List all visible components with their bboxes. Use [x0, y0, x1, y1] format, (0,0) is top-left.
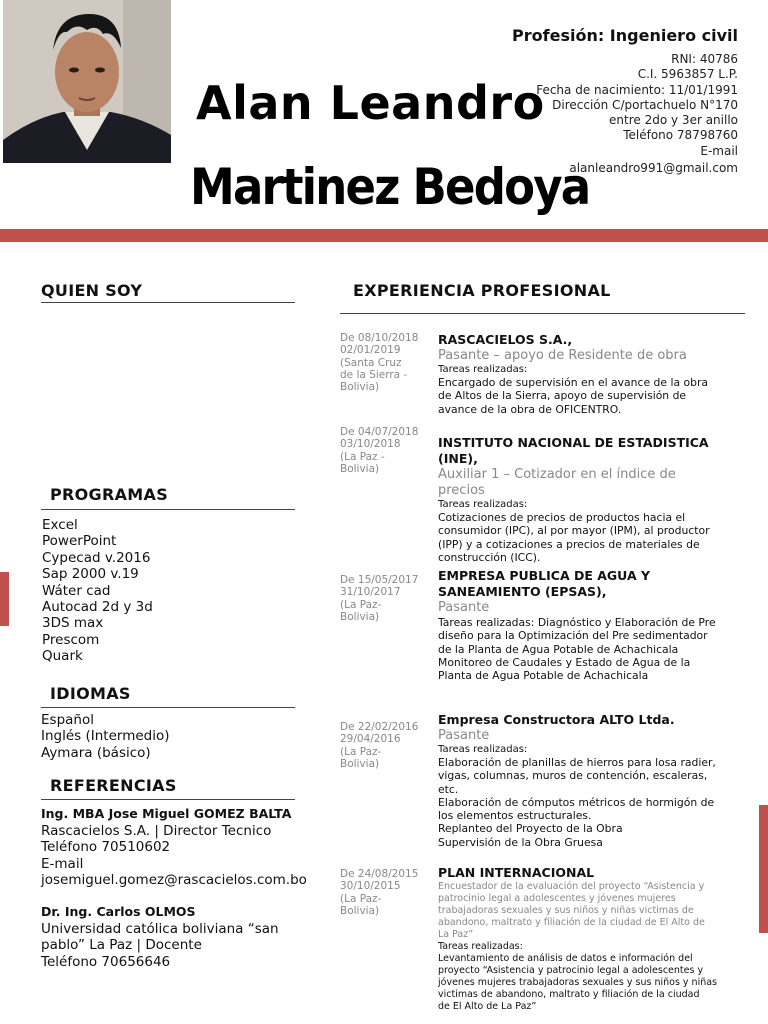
- task-line: Elaboración de cómputos métricos de hormigón de: [438, 795, 715, 809]
- task-line: Levantamiento de análisis de datos e información del: [438, 953, 693, 964]
- task-line: proyecto “Asistencia y patrocinio legal a adolescentes y: [438, 965, 704, 976]
- experience-date: [340, 332, 430, 393]
- contact-ci: C.I. 5963857 L.P.: [637, 67, 738, 82]
- date-line: (La Paz-: [340, 598, 382, 611]
- date-line: 31/10/2017: [340, 586, 401, 599]
- task-line: diseño para la Optimización del Pre sedimentador: [438, 629, 708, 643]
- experience-role: Pasante – apoyo de Residente de obra: [438, 348, 687, 363]
- experience-tasks: [438, 511, 738, 564]
- date-line: Bolivia): [340, 757, 380, 770]
- program-item: PowerPoint: [42, 533, 117, 550]
- last-name: Martinez Bedoya: [190, 158, 590, 216]
- program-item: Sap 2000 v.19: [42, 566, 139, 583]
- reference-name: Dr. Ing. Carlos OLMOS: [41, 904, 196, 919]
- left-accent-mark: [0, 572, 9, 626]
- experience-tasks: [438, 953, 738, 1013]
- task-line: etc.: [438, 782, 459, 796]
- date-line: Bolivia): [340, 381, 380, 394]
- experience-company: [438, 568, 738, 600]
- task-line: jóvenes mujeres trabajadoras sexuales y sus niños y niñas: [438, 977, 718, 988]
- experience-role: Pasante: [438, 728, 490, 743]
- task-line: Cotizaciones de precios de productos hacia el: [438, 511, 686, 524]
- date-line: De 04/07/2018: [340, 426, 419, 438]
- task-line: Encargado de supervisión en el avance de la obra: [438, 376, 709, 389]
- task-line: avance de la obra de OFICENTRO.: [438, 402, 622, 416]
- about-divider: [41, 302, 295, 303]
- task-line: Monitoreo de Caudales y Estado de Agua de la: [438, 655, 691, 669]
- languages-title: IDIOMAS: [50, 684, 131, 703]
- reference-2: [41, 904, 279, 970]
- date-line: 02/01/2019: [340, 344, 401, 357]
- task-line: Replanteo del Proyecto de la Obra: [438, 822, 623, 836]
- contact-rni: RNI: 40786: [671, 52, 738, 66]
- reference-email[interactable]: josemiguel.gomez@rascacielos.com.bo: [41, 872, 307, 888]
- date-line: De 15/05/2017: [340, 574, 419, 586]
- task-line: construcción (ICC).: [438, 550, 541, 564]
- programs-divider: [41, 509, 295, 510]
- tasks-label: Tareas realizadas:: [438, 364, 528, 375]
- about-title: QUIEN SOY: [41, 281, 143, 300]
- program-item: 3DS max: [42, 615, 104, 632]
- reference-institution: Universidad católica boliviana “san: [41, 920, 279, 937]
- task-line: Elaboración de planillas de hierros para losa radier,: [438, 756, 716, 769]
- contact-email-label: E-mail: [700, 143, 738, 158]
- experience-role: [438, 467, 738, 499]
- experience-date: [340, 426, 430, 475]
- experience-company: RASCACIELOS S.A.,: [438, 332, 573, 347]
- experience-divider: [340, 313, 745, 314]
- experience-tasks: [438, 616, 738, 682]
- task-line: los elementos estructurales.: [438, 809, 592, 823]
- date-line: De 08/10/2018: [340, 332, 419, 344]
- date-line: de la Sierra -: [340, 368, 408, 381]
- experience-role: [438, 881, 738, 941]
- task-line: Supervisión de la Obra Gruesa: [438, 835, 603, 849]
- first-name: Alan Leandro: [196, 76, 545, 130]
- reference-1: [41, 806, 307, 889]
- reference-institution-2: pablo” La Paz | Docente: [41, 937, 202, 953]
- contact-address-2: entre 2do y 3er anillo: [609, 113, 738, 128]
- tasks-label: Tareas realizadas:: [438, 744, 528, 755]
- experience-company: PLAN INTERNACIONAL: [438, 865, 595, 880]
- date-line: (La Paz -: [340, 450, 385, 463]
- date-line: Bolivia): [340, 610, 380, 623]
- programs-list: [42, 517, 153, 665]
- date-line: (La Paz-: [340, 892, 382, 905]
- date-line: (Santa Cruz: [340, 356, 402, 369]
- role-line: trabajadoras sexuales y sus niños y niñas victimas de: [438, 905, 694, 916]
- experience-tasks: [438, 756, 738, 849]
- date-line: Bolivia): [340, 904, 380, 917]
- contact-birthdate: Fecha de nacimiento: 11/01/1991: [536, 82, 738, 97]
- programs-title: PROGRAMAS: [50, 485, 169, 504]
- task-line: Tareas realizadas: Diagnóstico y Elaboración de Pre: [438, 616, 716, 629]
- role-line: La Paz”: [438, 929, 474, 940]
- task-line: vigas, columnas, muros de contención, escaleras,: [438, 769, 708, 783]
- role-line: Auxiliar 1 – Cotizador en el índice de: [438, 467, 676, 482]
- date-line: 30/10/2015: [340, 880, 401, 893]
- references-divider: [41, 799, 295, 800]
- references-title: REFERENCIAS: [50, 776, 177, 795]
- contact-email[interactable]: alanleandro991@gmail.com: [569, 161, 738, 176]
- task-line: de El Alto de La Paz”: [438, 1001, 537, 1012]
- contact-address: Dirección C/portachuelo N°170: [552, 97, 738, 112]
- profile-photo: [3, 0, 171, 163]
- task-line: de Altos de la Sierra, apoyo de supervisión de: [438, 389, 687, 403]
- languages-list: [41, 712, 170, 761]
- tasks-label: Tareas realizadas:: [438, 499, 528, 510]
- experience-title: EXPERIENCIA PROFESIONAL: [353, 281, 611, 300]
- company-line: EMPRESA PUBLICA DE AGUA Y: [438, 568, 651, 583]
- tasks-label: Tareas realizadas:: [438, 941, 523, 952]
- program-item: Cypecad v.2016: [42, 549, 151, 566]
- date-line: (La Paz-: [340, 745, 382, 758]
- right-accent-mark: [759, 805, 768, 933]
- reference-company: Rascacielos S.A. | Director Tecnico: [41, 822, 272, 839]
- languages-divider: [41, 707, 295, 708]
- contact-block: [512, 26, 738, 176]
- program-item: Prescom: [42, 631, 100, 648]
- task-line: Planta de Agua Potable de Achachicala: [438, 669, 649, 683]
- program-item: Wáter cad: [42, 582, 111, 599]
- date-line: De 22/02/2016: [340, 721, 419, 733]
- task-line: de la Planta de Agua Potable de Achachicala: [438, 642, 679, 656]
- experience-tasks: [438, 376, 738, 416]
- role-line: abandono, maltrato y filiación de la ciudad de El Alto de: [438, 917, 705, 928]
- reference-email-label: E-mail: [41, 855, 84, 872]
- reference-name: Ing. MBA Jose Miguel GOMEZ BALTA: [41, 806, 292, 821]
- program-item: Excel: [42, 517, 78, 533]
- language-item: Aymara (básico): [41, 744, 151, 761]
- profession: Profesión: Ingeniero civil: [512, 26, 738, 45]
- program-item: Autocad 2d y 3d: [42, 599, 153, 616]
- language-item: Inglés (Intermedio): [41, 728, 170, 745]
- experience-role: Pasante: [438, 600, 490, 615]
- task-line: (IPP) y a cotizaciones a precios de materiales de: [438, 537, 700, 551]
- date-line: De 24/08/2015: [340, 868, 419, 880]
- experience-company: Empresa Constructora ALTO Ltda.: [438, 712, 675, 727]
- role-line: precios: [438, 483, 485, 498]
- header-accent-bar: [0, 229, 768, 242]
- company-line: SANEAMIENTO (EPSAS),: [438, 584, 607, 599]
- program-item: Quark: [42, 648, 83, 665]
- experience-date: [340, 868, 430, 917]
- experience-date: [340, 574, 430, 623]
- experience-date: [340, 721, 430, 770]
- experience-company: INSTITUTO NACIONAL DE ESTADISTICA (INE),: [438, 435, 709, 466]
- task-line: victimas de abandono, maltrato y filiación de la ciudad: [438, 989, 700, 1000]
- contact-phone: Teléfono 78798760: [623, 128, 738, 143]
- role-line: patrocinio legal a adolescentes y jóvenes mujeres: [438, 893, 676, 904]
- role-line: Encuestador de la evaluación del proyecto “Asistencia y: [438, 881, 705, 892]
- date-line: Bolivia): [340, 462, 380, 475]
- date-line: 29/04/2016: [340, 733, 401, 746]
- date-line: 03/10/2018: [340, 438, 401, 451]
- reference-phone: Teléfono 70656646: [41, 953, 171, 970]
- reference-phone: Teléfono 70510602: [41, 839, 171, 855]
- language-item: Español: [41, 712, 94, 728]
- task-line: consumidor (IPC), al por mayor (IPM), al productor: [438, 524, 710, 538]
